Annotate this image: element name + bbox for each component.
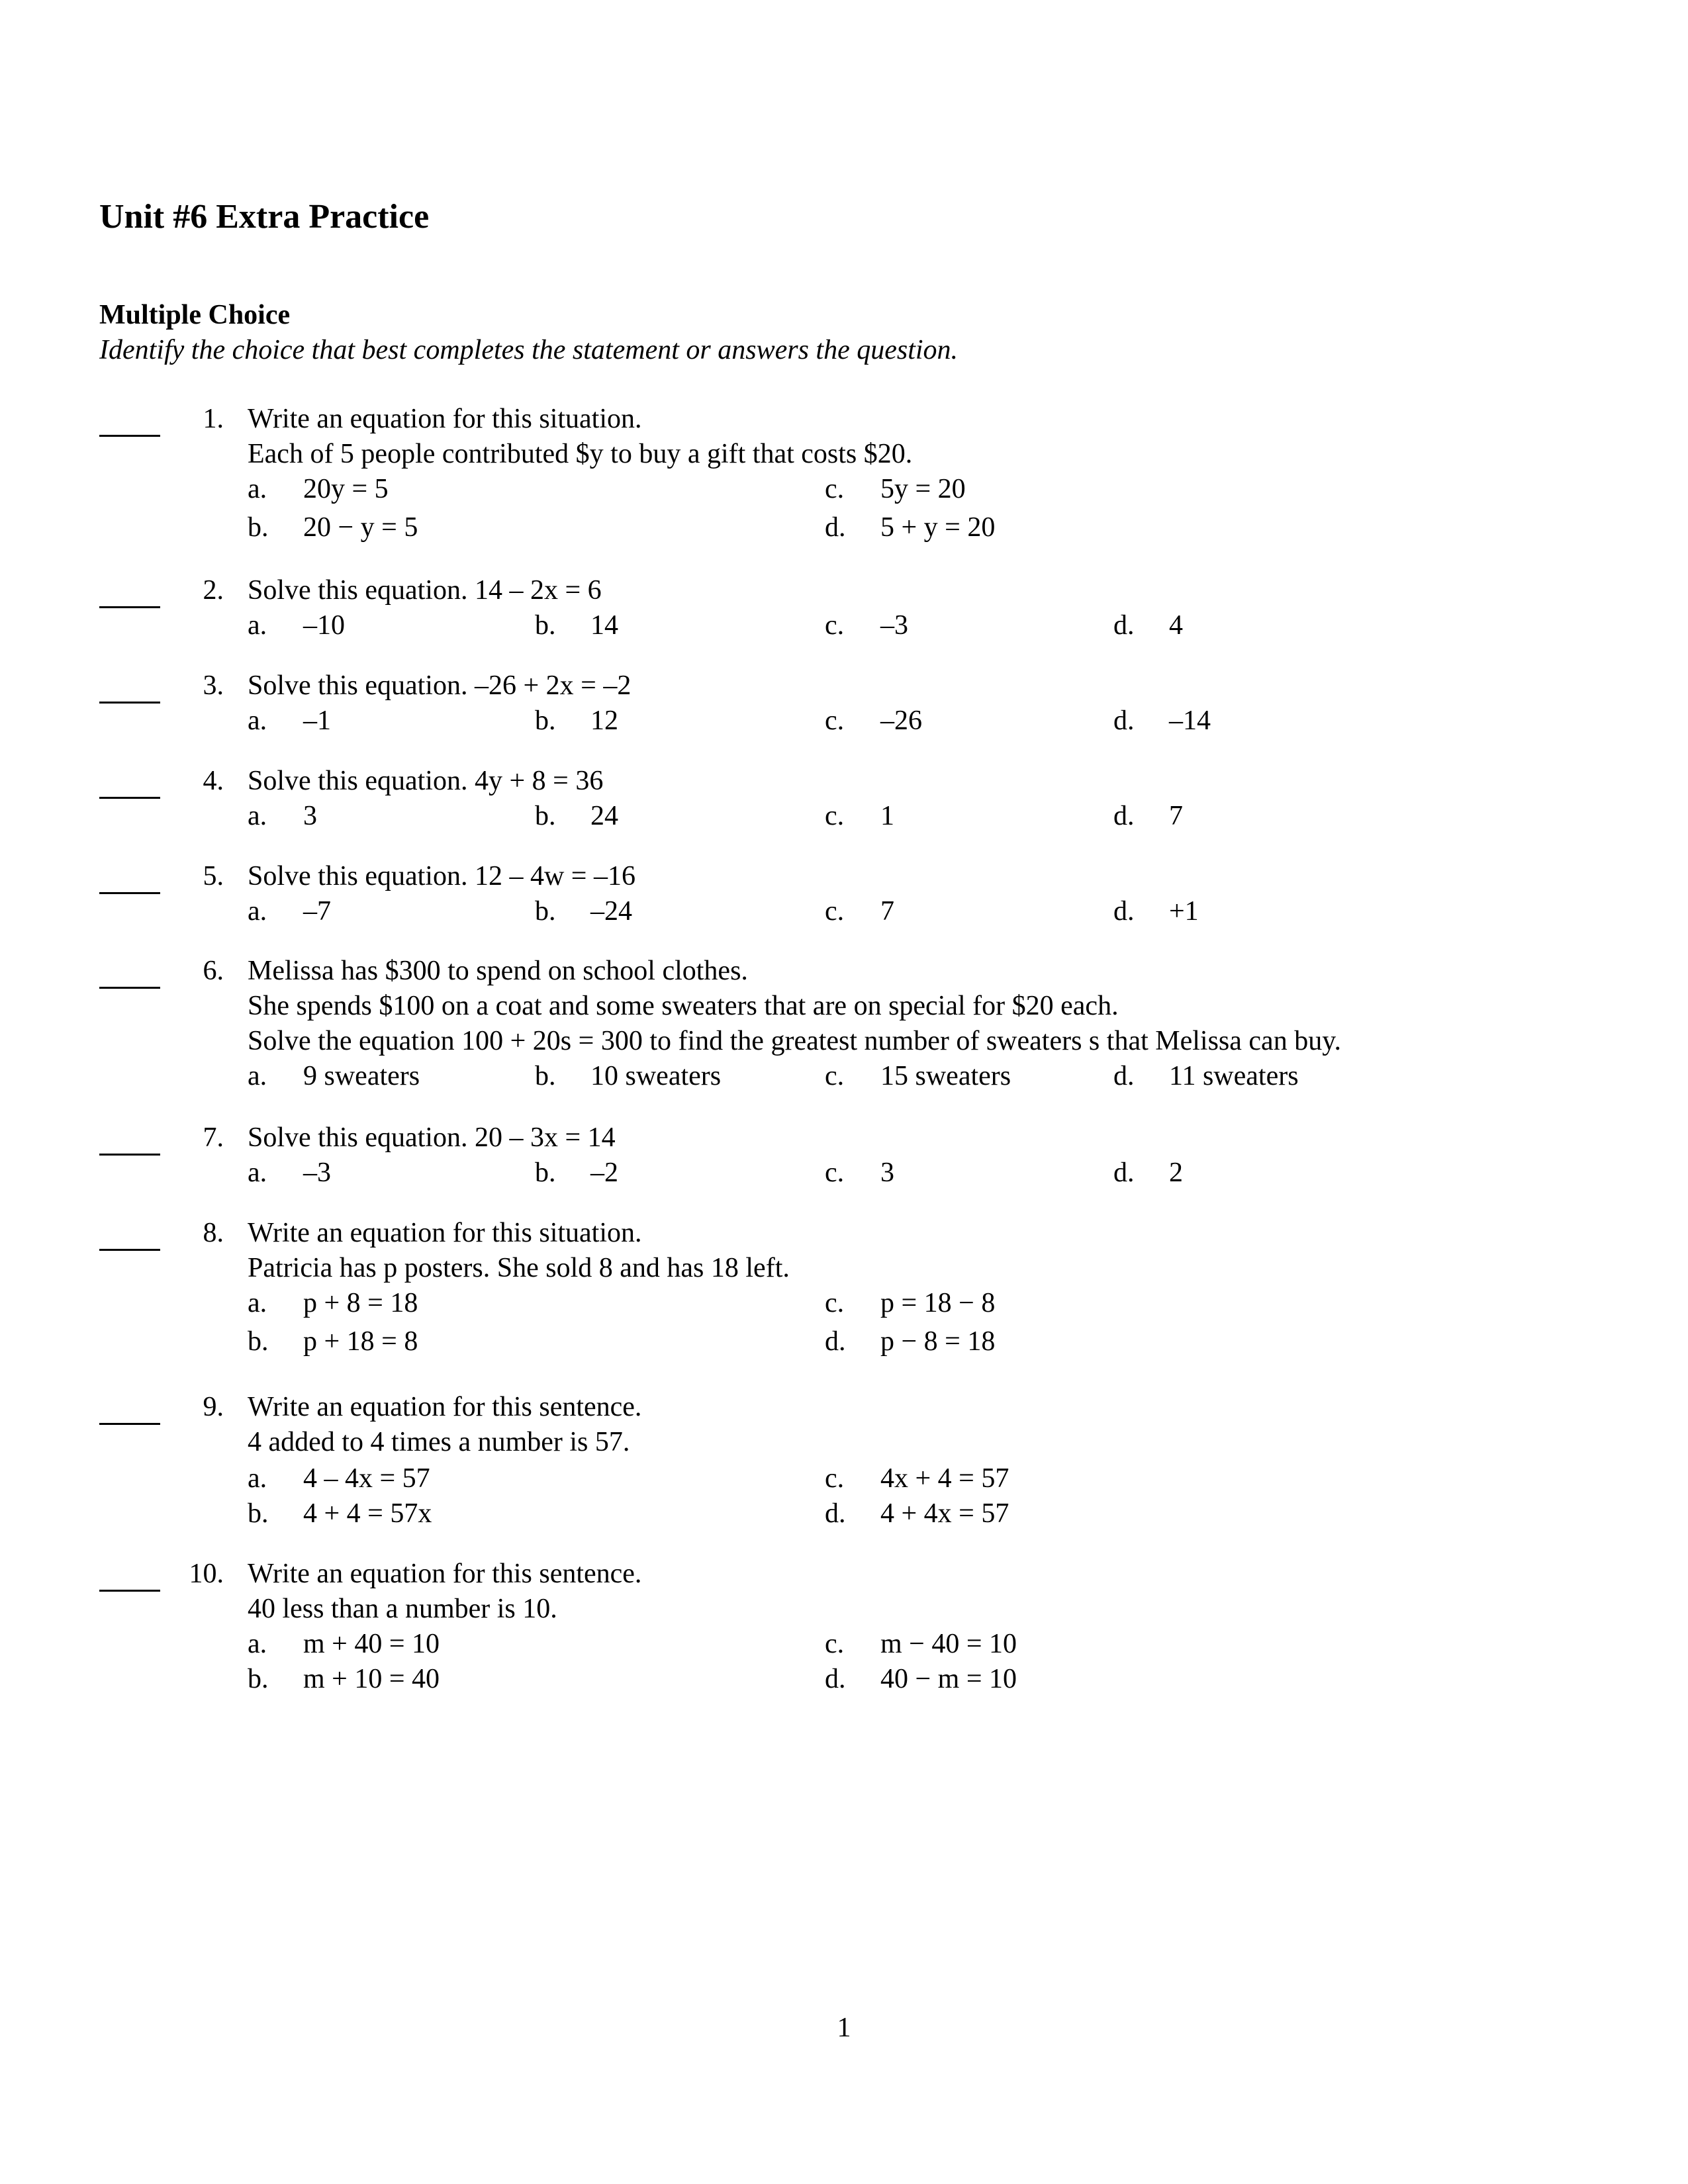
choice-text: m + 40 = 10 bbox=[303, 1629, 440, 1659]
choice-letter: a. bbox=[248, 801, 267, 831]
answer-blank[interactable] bbox=[99, 1390, 160, 1425]
question-text: Write an equation for this sentence. bbox=[248, 1392, 642, 1422]
choice-b[interactable] bbox=[248, 510, 418, 545]
choice-a[interactable] bbox=[248, 1059, 420, 1094]
choice-c[interactable] bbox=[825, 704, 922, 739]
question-text: Solve this equation. 14 – 2x = 6 bbox=[248, 575, 602, 606]
choice-letter: d. bbox=[1113, 1061, 1135, 1091]
choice-text: m + 10 = 40 bbox=[303, 1664, 440, 1694]
choice-letter: c. bbox=[825, 1629, 845, 1659]
choice-letter: a. bbox=[248, 474, 267, 504]
answer-blank[interactable] bbox=[99, 668, 160, 704]
choice-text: –7 bbox=[303, 896, 331, 927]
choice-a[interactable] bbox=[248, 1156, 331, 1191]
choice-letter: d. bbox=[825, 1498, 846, 1529]
choice-letter: c. bbox=[825, 801, 845, 831]
choice-text: 14 bbox=[590, 610, 618, 641]
choice-text: 15 sweaters bbox=[880, 1061, 1011, 1091]
question-3 bbox=[0, 668, 1688, 741]
answer-blank[interactable] bbox=[99, 402, 160, 437]
question-number: 5. bbox=[203, 861, 224, 891]
choice-letter: d. bbox=[1113, 896, 1135, 927]
choice-text: p + 8 = 18 bbox=[303, 1288, 418, 1318]
question-text: Solve this equation. 12 – 4w = –16 bbox=[248, 861, 635, 891]
choice-a[interactable] bbox=[248, 799, 317, 834]
choice-letter: c. bbox=[825, 705, 845, 736]
choice-text: p + 18 = 8 bbox=[303, 1326, 418, 1357]
choice-letter: d. bbox=[1113, 610, 1135, 641]
choice-letter: b. bbox=[248, 1326, 269, 1357]
choice-d[interactable] bbox=[1113, 608, 1183, 643]
choice-d[interactable] bbox=[1113, 894, 1199, 929]
question-text: 40 less than a number is 10. bbox=[248, 1594, 557, 1624]
choice-letter: b. bbox=[535, 705, 556, 736]
question-text: Write an equation for this situation. bbox=[248, 404, 642, 434]
question-text: Write an equation for this sentence. bbox=[248, 1559, 642, 1589]
choice-text: 7 bbox=[1169, 801, 1183, 831]
choice-letter: a. bbox=[248, 1288, 267, 1318]
choice-letter: b. bbox=[535, 801, 556, 831]
choice-text: 4 bbox=[1169, 610, 1183, 641]
choice-letter: b. bbox=[248, 1498, 269, 1529]
choice-letter: b. bbox=[248, 512, 269, 543]
choice-text: 11 sweaters bbox=[1169, 1061, 1299, 1091]
choice-letter: d. bbox=[1113, 705, 1135, 736]
choice-letter: c. bbox=[825, 1158, 845, 1188]
question-number: 6. bbox=[203, 956, 224, 986]
question-7 bbox=[0, 1120, 1688, 1193]
choice-b[interactable] bbox=[535, 608, 618, 643]
question-number: 7. bbox=[203, 1122, 224, 1153]
question-text: Solve the equation 100 + 20s = 300 to find the greatest number of sweaters s that Melissa can buy. bbox=[248, 1026, 1341, 1056]
question-8 bbox=[0, 1216, 1688, 1368]
choice-letter: c. bbox=[825, 1061, 845, 1091]
answer-blank[interactable] bbox=[99, 573, 160, 608]
choice-text: p − 8 = 18 bbox=[880, 1326, 996, 1357]
question-text: Write an equation for this situation. bbox=[248, 1218, 642, 1248]
choice-text: 24 bbox=[590, 801, 618, 831]
choice-d[interactable] bbox=[825, 1324, 995, 1359]
page-title: Unit #6 Extra Practice bbox=[99, 198, 430, 236]
choice-letter: a. bbox=[248, 1158, 267, 1188]
instructions: Identify the choice that best completes the statement or answers the question. bbox=[99, 335, 959, 365]
choice-text: –10 bbox=[303, 610, 345, 641]
question-text: Patricia has p posters. She sold 8 and has 18 left. bbox=[248, 1253, 790, 1283]
choice-b[interactable] bbox=[248, 1662, 440, 1697]
choice-d[interactable] bbox=[825, 1496, 1009, 1531]
choice-text: 7 bbox=[880, 896, 894, 927]
choice-b[interactable] bbox=[535, 894, 632, 929]
choice-a[interactable] bbox=[248, 704, 331, 739]
question-number: 4. bbox=[203, 766, 224, 796]
answer-blank[interactable] bbox=[99, 859, 160, 894]
choice-letter: a. bbox=[248, 1061, 267, 1091]
choice-letter: a. bbox=[248, 1463, 267, 1494]
choice-letter: a. bbox=[248, 896, 267, 927]
choice-text: 40 − m = 10 bbox=[880, 1664, 1017, 1694]
choice-c[interactable] bbox=[825, 1286, 995, 1321]
question-number: 10. bbox=[189, 1559, 224, 1589]
question-9 bbox=[0, 1390, 1688, 1542]
question-text: Each of 5 people contributed $y to buy a gift that costs $20. bbox=[248, 439, 913, 469]
choice-c[interactable] bbox=[825, 1059, 1011, 1094]
question-number: 9. bbox=[203, 1392, 224, 1422]
choice-a[interactable] bbox=[248, 1461, 430, 1496]
choice-text: –1 bbox=[303, 705, 331, 736]
choice-letter: d. bbox=[1113, 1158, 1135, 1188]
choice-letter: d. bbox=[1113, 801, 1135, 831]
choice-b[interactable] bbox=[535, 1059, 721, 1094]
answer-blank[interactable] bbox=[99, 1216, 160, 1251]
choice-letter: c. bbox=[825, 610, 845, 641]
choice-text: 9 sweaters bbox=[303, 1061, 420, 1091]
choice-b[interactable] bbox=[248, 1496, 432, 1531]
choice-text: 4 + 4x = 57 bbox=[880, 1498, 1009, 1529]
choice-c[interactable] bbox=[825, 799, 894, 834]
choice-text: +1 bbox=[1169, 896, 1199, 927]
choice-text: 5y = 20 bbox=[880, 474, 966, 504]
choice-text: 2 bbox=[1169, 1158, 1183, 1188]
choice-d[interactable] bbox=[825, 1662, 1017, 1697]
question-text: Solve this equation. –26 + 2x = –2 bbox=[248, 670, 632, 701]
choice-d[interactable] bbox=[1113, 1156, 1183, 1191]
choice-b[interactable] bbox=[535, 799, 618, 834]
section-heading: Multiple Choice bbox=[99, 300, 291, 330]
choice-letter: a. bbox=[248, 1629, 267, 1659]
answer-blank[interactable] bbox=[99, 954, 160, 989]
choice-text: p = 18 − 8 bbox=[880, 1288, 996, 1318]
choice-text: 5 + y = 20 bbox=[880, 512, 996, 543]
choice-letter: c. bbox=[825, 474, 845, 504]
question-text: 4 added to 4 times a number is 57. bbox=[248, 1427, 630, 1457]
question-number: 8. bbox=[203, 1218, 224, 1248]
question-6 bbox=[0, 954, 1688, 1096]
choice-c[interactable] bbox=[825, 1461, 1009, 1496]
choice-text: –3 bbox=[303, 1158, 331, 1188]
choice-text: 3 bbox=[303, 801, 317, 831]
choice-text: –26 bbox=[880, 705, 922, 736]
choice-letter: a. bbox=[248, 705, 267, 736]
choice-text: –3 bbox=[880, 610, 908, 641]
choice-b[interactable] bbox=[248, 1324, 418, 1359]
choice-text: 10 sweaters bbox=[590, 1061, 722, 1091]
question-text: Solve this equation. 4y + 8 = 36 bbox=[248, 766, 604, 796]
question-10 bbox=[0, 1557, 1688, 1709]
choice-b[interactable] bbox=[535, 1156, 618, 1191]
choice-letter: d. bbox=[825, 1664, 846, 1694]
choice-a[interactable] bbox=[248, 472, 389, 507]
choice-a[interactable] bbox=[248, 1627, 440, 1662]
question-4 bbox=[0, 764, 1688, 837]
choice-d[interactable] bbox=[1113, 1059, 1299, 1094]
choice-letter: b. bbox=[535, 896, 556, 927]
choice-text: –24 bbox=[590, 896, 632, 927]
choice-text: –14 bbox=[1169, 705, 1211, 736]
choice-text: 4x + 4 = 57 bbox=[880, 1463, 1009, 1494]
choice-text: 4 + 4 = 57x bbox=[303, 1498, 432, 1529]
choice-letter: c. bbox=[825, 1288, 845, 1318]
choice-text: 4 – 4x = 57 bbox=[303, 1463, 430, 1494]
choice-text: 12 bbox=[590, 705, 618, 736]
choice-text: 20 − y = 5 bbox=[303, 512, 418, 543]
choice-d[interactable] bbox=[825, 510, 995, 545]
choice-letter: c. bbox=[825, 1463, 845, 1494]
choice-letter: d. bbox=[825, 1326, 846, 1357]
choice-c[interactable] bbox=[825, 1156, 894, 1191]
choice-text: 1 bbox=[880, 801, 894, 831]
choice-letter: c. bbox=[825, 896, 845, 927]
choice-c[interactable] bbox=[825, 608, 908, 643]
question-number: 2. bbox=[203, 575, 224, 606]
choice-text: 3 bbox=[880, 1158, 894, 1188]
choice-letter: b. bbox=[248, 1664, 269, 1694]
choice-d[interactable] bbox=[1113, 799, 1183, 834]
choice-letter: b. bbox=[535, 1061, 556, 1091]
choice-d[interactable] bbox=[1113, 704, 1211, 739]
choice-a[interactable] bbox=[248, 1286, 418, 1321]
choice-b[interactable] bbox=[535, 704, 618, 739]
question-2 bbox=[0, 573, 1688, 646]
choice-letter: b. bbox=[535, 1158, 556, 1188]
answer-blank[interactable] bbox=[99, 1120, 160, 1156]
page-number: 1 bbox=[837, 2013, 851, 2043]
choice-letter: b. bbox=[535, 610, 556, 641]
answer-blank[interactable] bbox=[99, 764, 160, 799]
choice-letter: a. bbox=[248, 610, 267, 641]
question-1 bbox=[0, 402, 1688, 554]
question-text: Solve this equation. 20 – 3x = 14 bbox=[248, 1122, 616, 1153]
choice-text: 20y = 5 bbox=[303, 474, 389, 504]
question-5 bbox=[0, 859, 1688, 932]
choice-c[interactable] bbox=[825, 1627, 1017, 1662]
choice-letter: d. bbox=[825, 512, 846, 543]
question-text: Melissa has $300 to spend on school clothes. bbox=[248, 956, 748, 986]
choice-c[interactable] bbox=[825, 472, 966, 507]
choice-a[interactable] bbox=[248, 608, 345, 643]
choice-text: m − 40 = 10 bbox=[880, 1629, 1017, 1659]
question-text: She spends $100 on a coat and some sweaters that are on special for $20 each. bbox=[248, 991, 1119, 1021]
answer-blank[interactable] bbox=[99, 1557, 160, 1592]
choice-c[interactable] bbox=[825, 894, 894, 929]
question-number: 3. bbox=[203, 670, 224, 701]
question-number: 1. bbox=[203, 404, 224, 434]
choice-text: –2 bbox=[590, 1158, 618, 1188]
choice-a[interactable] bbox=[248, 894, 331, 929]
